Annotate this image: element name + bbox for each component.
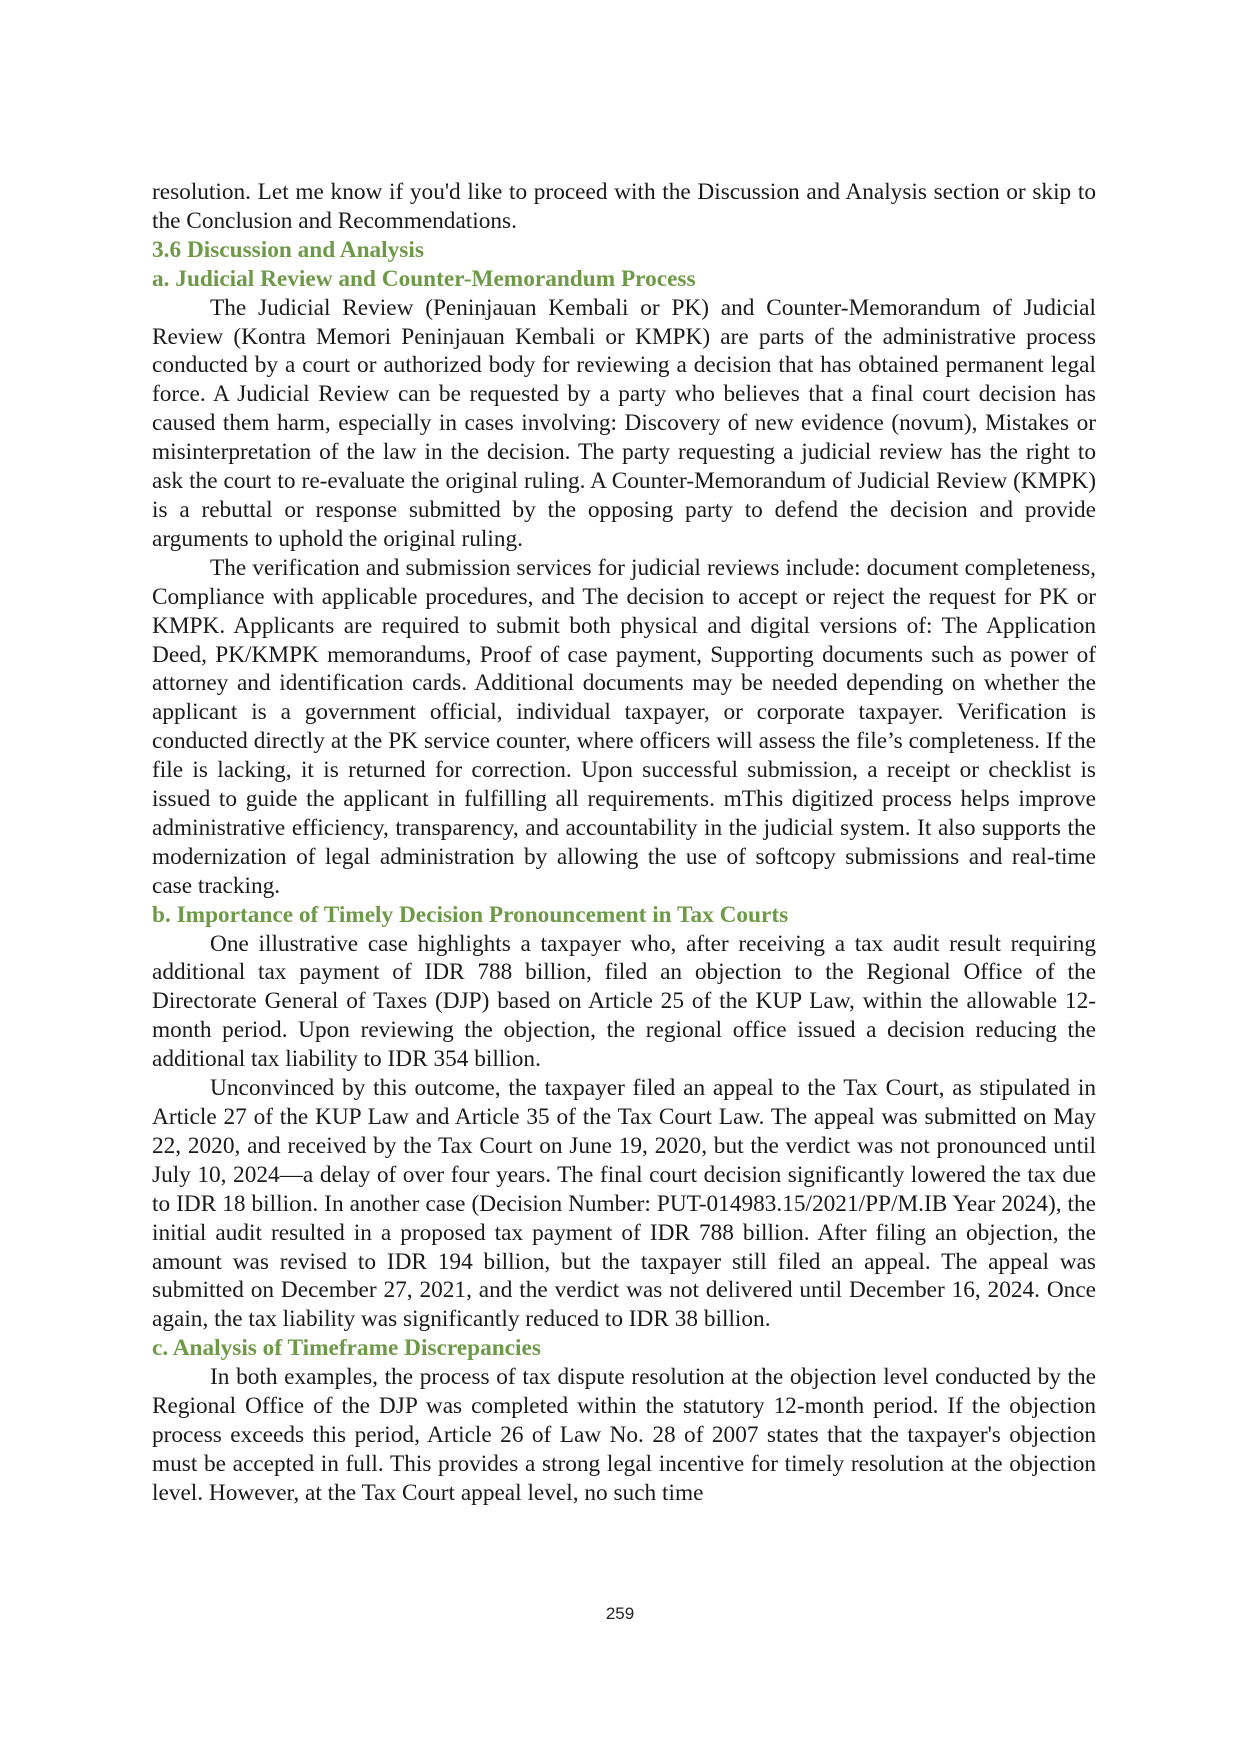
intro-paragraph: resolution. Let me know if you'd like to proceed with the Discussion and Analysis section or skip to the Conclusion and Recommendations. <box>152 179 1096 234</box>
subsection-c-paragraph-1: In both examples, the process of tax dispute resolution at the objection level conducted by the Regional Office of the DJP was completed within the statutory 12-month period. If the objection process exceeds this period, Article 26 of Law No. 28 of 2007 states that the taxpayer's objection must be accepted in full. This provides a strong legal incentive for timely resolution at the objection level. However, at the Tax Court appeal level, no such time <box>152 1364 1096 1506</box>
subsection-b-paragraph-2: Unconvinced by this outcome, the taxpayer filed an appeal to the Tax Court, as stipulated in Article 27 of the KUP Law and Article 35 of the Tax Court Law. The appeal was submitted on May 22, 2020, and received by the Tax Court on June 19, 2020, but the verdict was not pronounced until July 10, 2024—a delay of over four years. The final court decision significantly lowered the tax due to IDR 18 billion. In another case (Decision Number: PUT-014983.15/2021/PP/M.IB Year 2024), the initial audit resulted in a proposed tax payment of IDR 788 billion. After filing an objection, the amount was revised to IDR 194 billion, but the taxpayer still filed an appeal. The appeal was submitted on December 27, 2021, and the verdict was not delivered until December 16, 2024. Once again, the tax liability was significantly reduced to IDR 38 billion. <box>152 1075 1096 1333</box>
subsection-a-paragraph-2: The verification and submission services for judicial reviews include: document completeness, Compliance with applicable procedures, and The decision to accept or reject the request for PK or KMPK. Applicants are required to submit both physical and digital versions of: The Application Deed, PK/KMPK memorandums, Proof of case payment, Supporting documents such as power of attorney and identification cards. Additional documents may be needed depending on whether the applicant is a government official, individual taxpayer, or corporate taxpayer. Verification is conducted directly at the PK service counter, where officers will assess the file’s completeness. If the file is lacking, it is returned for correction. Upon successful submission, a receipt or checklist is issued to guide the applicant in fulfilling all requirements. mThis digitized process helps improve administrative efficiency, transparency, and accountability in the judicial system. It also supports the modernization of legal administration by allowing the use of softcopy submissions and real-time case tracking. <box>152 554 1096 899</box>
page-body <box>152 178 1096 1508</box>
subsection-b-heading: b. Importance of Timely Decision Pronouncement in Tax Courts <box>152 901 789 928</box>
subsection-a-paragraph-1: The Judicial Review (Peninjauan Kembali or PK) and Counter-Memorandum of Judicial Review (Kontra Memori Peninjauan Kembali or KMPK) are parts of the administrative process conducted by a court or authorized body for reviewing a decision that has obtained permanent legal force. A Judicial Review can be requested by a party who believes that a final court decision has caused them harm, especially in cases involving: Discovery of new evidence (novum), Mistakes or misinterpretation of the law in the decision. The party requesting a judicial review has the right to ask the court to re-evaluate the original ruling. A Counter-Memorandum of Judicial Review (KMPK) is a rebuttal or response submitted by the opposing party to defend the decision and provide arguments to uphold the original ruling. <box>152 294 1096 552</box>
subsection-c-heading: c. Analysis of Timeframe Discrepancies <box>152 1335 541 1362</box>
subsection-b-paragraph-1: One illustrative case highlights a taxpayer who, after receiving a tax audit result requiring additional tax payment of IDR 788 billion, filed an objection to the Regional Office of the Directorate General of Taxes (DJP) based on Article 25 of the KUP Law, within the allowable 12-month period. Upon reviewing the objection, the regional office issued a decision reducing the additional tax liability to IDR 354 billion. <box>152 930 1096 1073</box>
subsection-a-heading: a. Judicial Review and Counter-Memorandum Process <box>152 265 696 292</box>
page-number: 259 <box>605 1604 635 1623</box>
section-heading: 3.6 Discussion and Analysis <box>152 236 424 263</box>
